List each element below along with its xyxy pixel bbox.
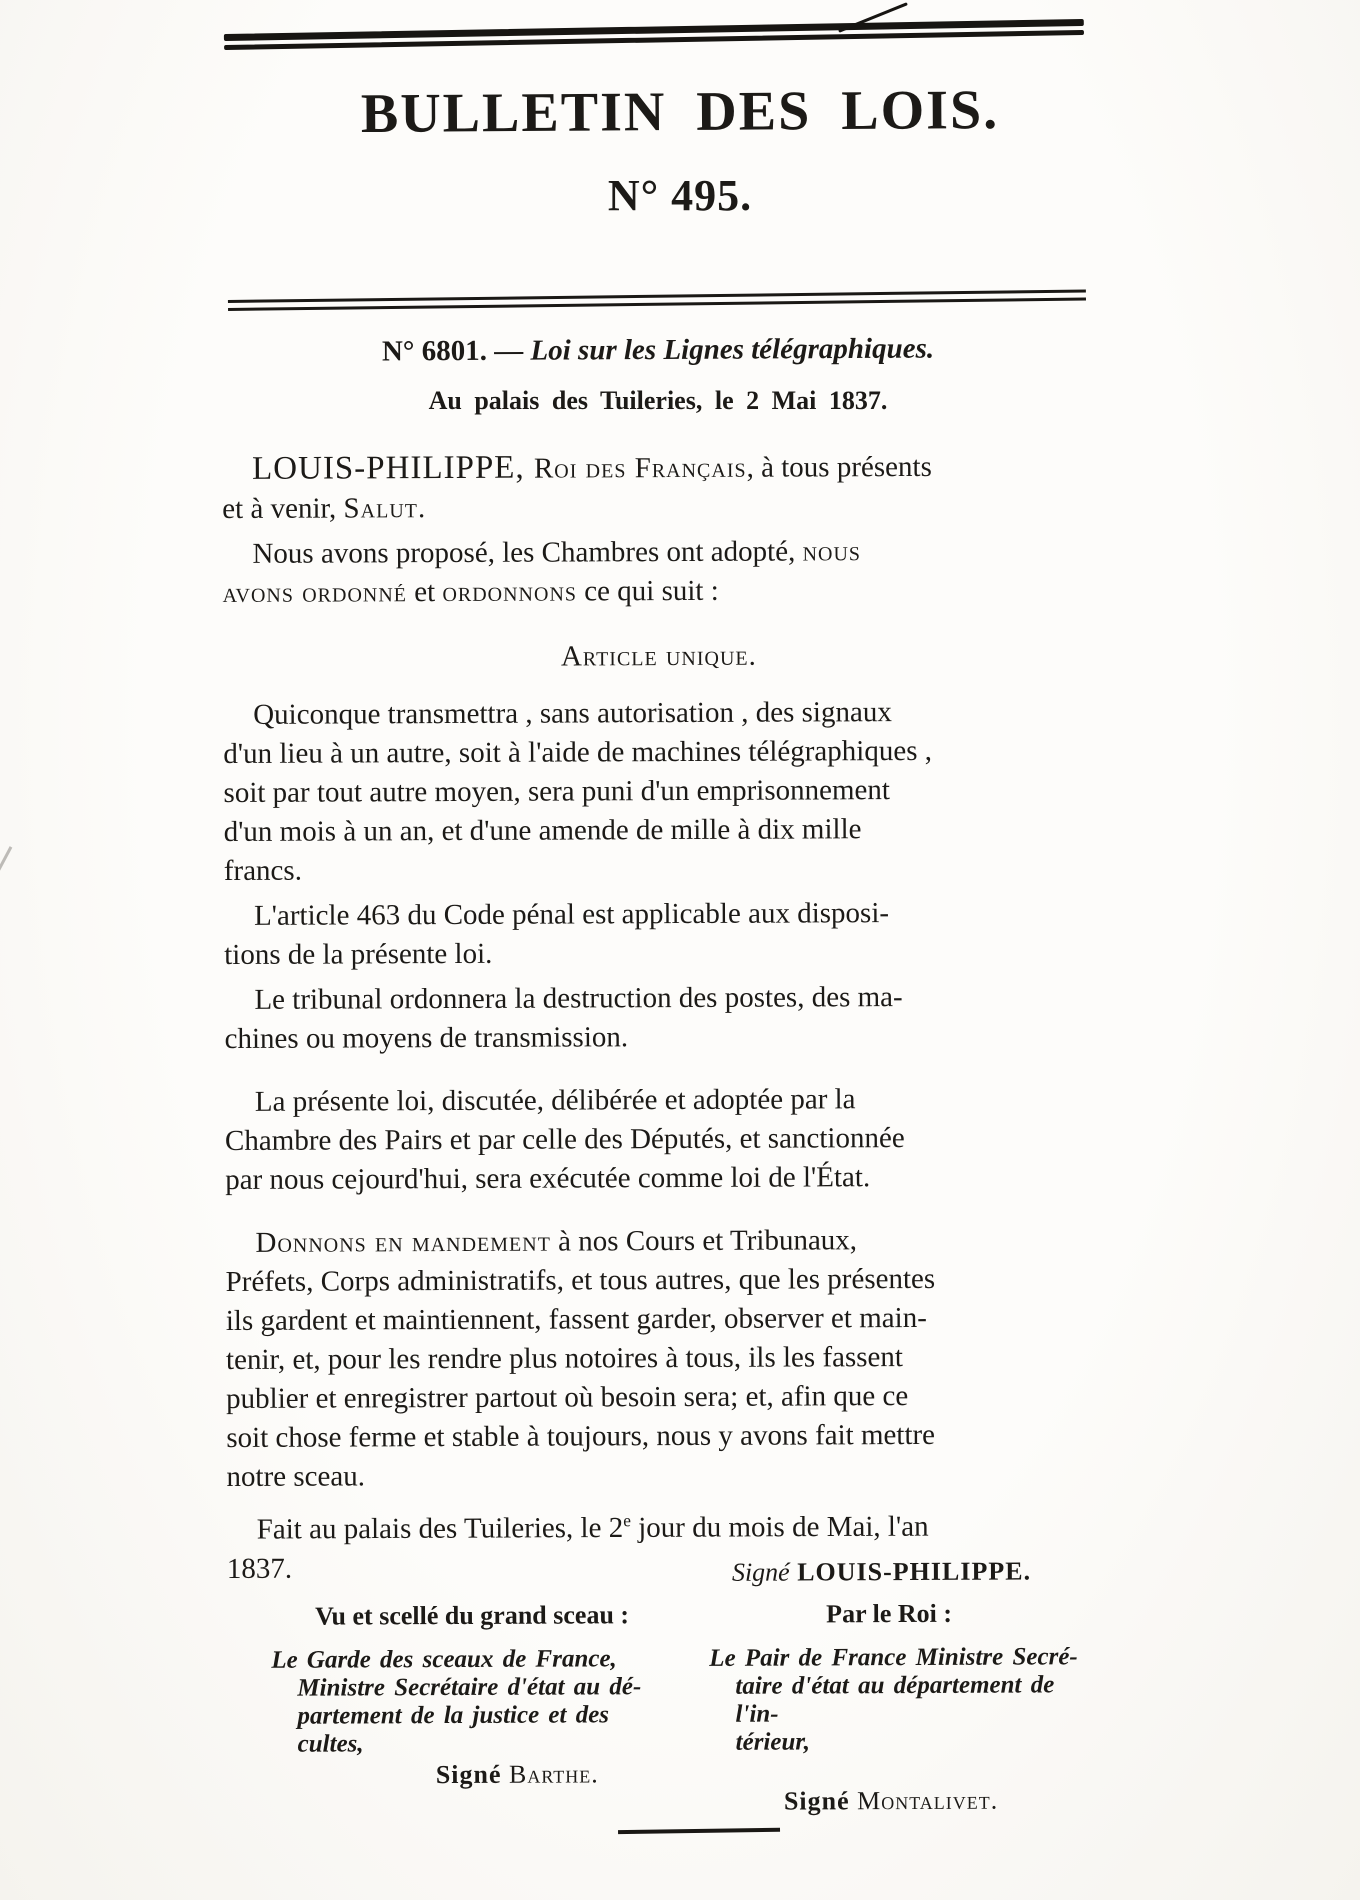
countersign-right-signature [710, 1785, 1100, 1817]
countersign-left-header: Vu et scellé du grand sceau : [315, 1599, 630, 1631]
publication-title: BULLETIN DES LOIS. [360, 79, 1000, 145]
text-run: Signé [435, 1759, 510, 1789]
text-run: Nous avons proposé, les Chambres ont adopté, [252, 535, 803, 570]
scan-artifact-mark [0, 846, 12, 876]
text-run: nous avons ordonné [222, 535, 862, 609]
text-run: , à tous présents et à venir, [222, 450, 932, 525]
text-run: e [623, 1510, 631, 1531]
countersignature-block [227, 1598, 1100, 1819]
countersign-right-column [673, 1598, 1100, 1817]
text-run: Loi sur les Lignes télégraphiques. [530, 332, 935, 367]
text-run: et [406, 576, 443, 609]
masthead-double-rule [224, 19, 1084, 50]
countersign-right-office: Le Pair de France Ministre Secré- taire d'état au département de l'in- térieur, [709, 1642, 1078, 1756]
act-body [222, 446, 1100, 1834]
text-run: à nos Cours et Tribunaux, Préfets, Corps administratifs, et tous autres, que les présentes ils gardent et maintiennent, fassent garder, observer et main- tenir, et, pour les rendre plus notoires à tous, ils les fassent publier et enregistrer partout où besoin sera; et, afin que ce soit chose ferme et stable à toujours, nous y avons fait mettre notre sceau. [225, 1224, 936, 1493]
issue-number: N° 495. [607, 171, 753, 220]
article-unique-heading [223, 635, 1095, 678]
section-double-rule [228, 290, 1086, 311]
text-run: jour du mois de Mai, l'an 1837. [226, 1510, 929, 1585]
text-run: Article unique. [560, 639, 757, 673]
royal-signature [227, 1551, 1099, 1594]
countersign-left-signature [272, 1759, 674, 1791]
text-run: Fait au palais des Tuileries, le 2 [256, 1511, 624, 1546]
code-penal-clause [224, 893, 1096, 975]
text-run: Donnons en mandement [255, 1225, 551, 1259]
text-run: L'article 463 du Code pénal est applicable aux disposi- tions de la présente loi. [224, 897, 890, 971]
text-run: ordonnons [442, 575, 578, 609]
article-text [223, 692, 1096, 891]
text-run: Signé [731, 1557, 790, 1587]
text-run: Signé [783, 1785, 858, 1816]
countersign-left-office: Le Garde des sceaux de France, Ministre Secrétaire d'état au dé- partement de la justice et des cultes, [271, 1644, 642, 1758]
sanction-clause [225, 1079, 1098, 1200]
salutation [222, 446, 1094, 529]
text-run: . [417, 492, 426, 525]
countersign-right-header: Par le Roi : [826, 1598, 953, 1629]
text-run: N° 6801. — [381, 334, 531, 368]
text-run: Quiconque transmettra , sans autorisation , des signaux d'un lieu à un autre, soit à l'aide de machines télégraphiques , soit par tout autre moyen, sera puni d'un emprisonnement d'un mois à un an, et d'une amende de mille à dix mille francs. [223, 696, 933, 887]
text-run: Le tribunal ordonnera la destruction des postes, des ma- chines ou moyens de transmission. [224, 981, 903, 1055]
tribunal-clause [224, 977, 1096, 1059]
text-run: ce qui suit : [576, 574, 719, 608]
text-run: LOUIS-PHILIPPE. [789, 1556, 1032, 1587]
text-run: Montalivet. [857, 1785, 999, 1815]
text-run: Salut [343, 492, 419, 525]
preamble [222, 531, 1094, 613]
text-run: Roi des Français [533, 451, 747, 485]
text-run: Barthe. [508, 1759, 599, 1789]
act-dateline: Au palais des Tuileries, le 2 Mai 1837. [428, 386, 888, 415]
countersign-left-column [227, 1600, 674, 1819]
text-run: LOUIS-PHILIPPE, [252, 449, 535, 487]
text-run: La présente loi, discutée, délibérée et adoptée par la Chambre des Pairs et par celle des Députés, et sanctionnée par nous cejourd'hui, sera exécutée comme loi de l'État. [224, 1083, 905, 1196]
act-title [222, 332, 1094, 370]
mandement-clause [225, 1220, 1098, 1497]
end-separator-rule [618, 1827, 780, 1833]
